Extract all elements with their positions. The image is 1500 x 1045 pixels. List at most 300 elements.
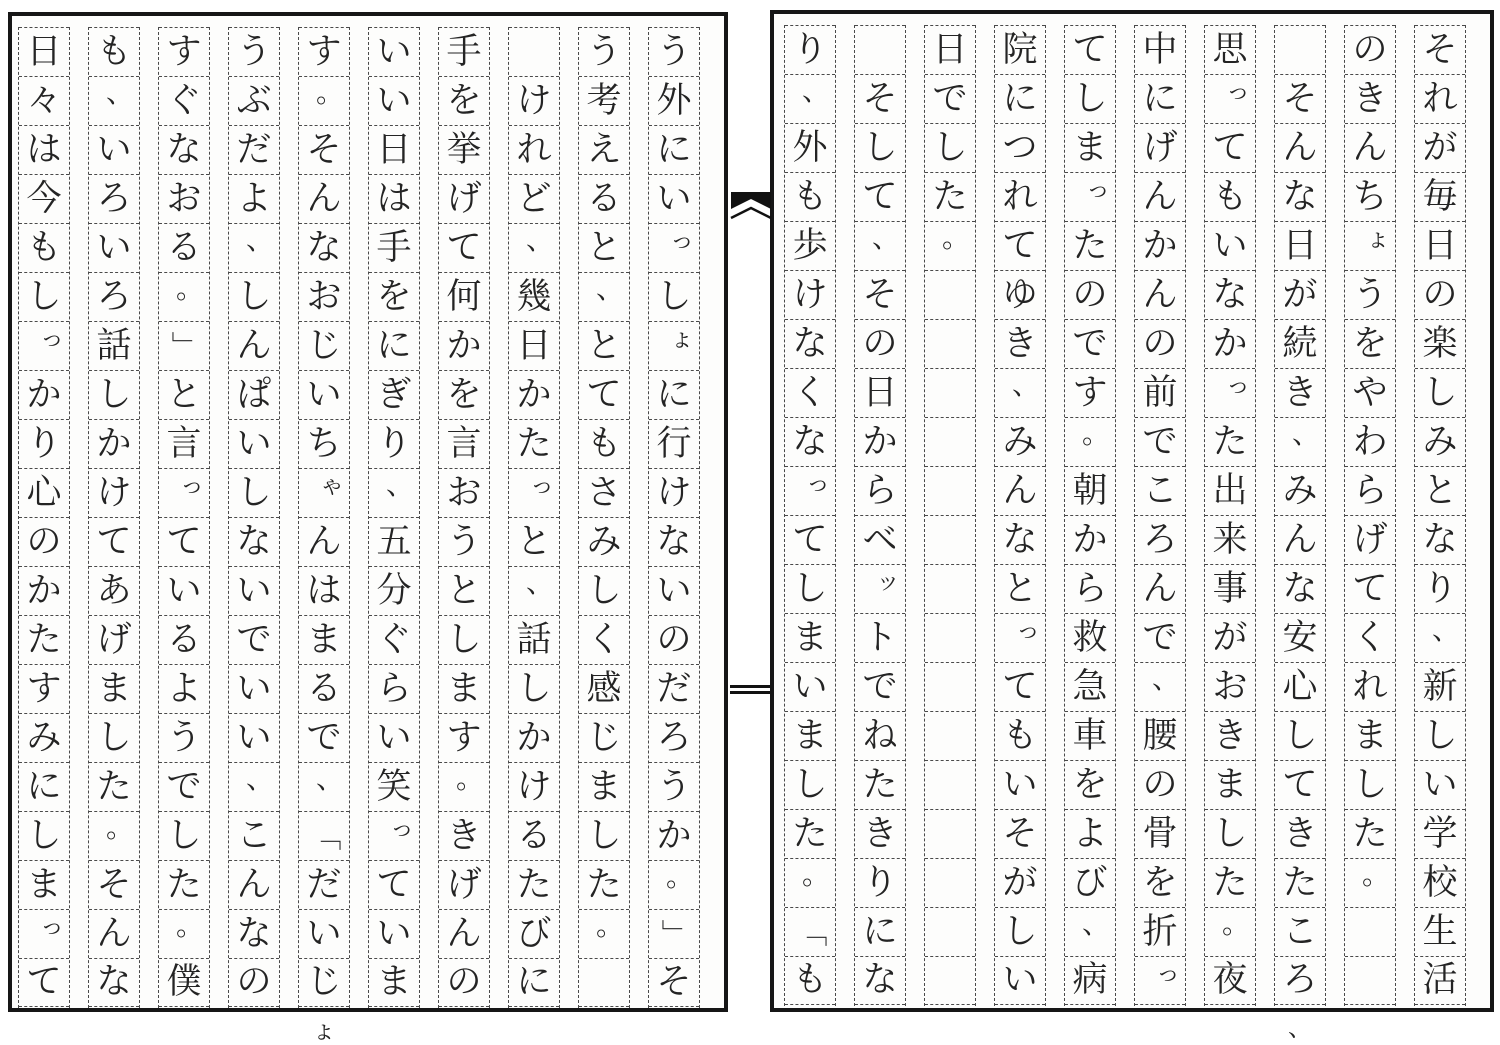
handwritten-character: 々: [26, 80, 62, 121]
handwritten-character: る: [166, 619, 202, 660]
handwritten-character: で: [932, 78, 968, 119]
handwritten-character: 、: [315, 762, 344, 795]
grid-cell: [1345, 25, 1395, 74]
grid-cell: [1065, 711, 1115, 760]
grid-cell: [995, 172, 1045, 221]
grid-cell: [995, 319, 1045, 368]
handwritten-character: い: [306, 374, 342, 415]
grid-cell: [159, 909, 209, 958]
handwritten-character: 学: [1422, 813, 1458, 854]
grid-cell: [19, 174, 69, 223]
handwritten-character: わ: [1352, 421, 1388, 462]
grid-cell: [229, 174, 279, 223]
handwritten-character: 骨: [1142, 813, 1178, 854]
grid-cell: [1205, 564, 1255, 613]
grid-cell: [159, 125, 209, 174]
grid-cell: [159, 174, 209, 223]
manuscript-page-right: [770, 10, 1494, 1042]
grid-cell: [579, 517, 629, 566]
grid-cell: [995, 809, 1045, 858]
handwritten-character: の: [1072, 274, 1108, 315]
handwritten-character: げ: [446, 864, 482, 905]
grid-cell: [1415, 613, 1465, 662]
grid-cell: [509, 27, 559, 76]
grid-cell: [1275, 564, 1325, 613]
handwritten-character: 病: [1072, 960, 1108, 1000]
handwritten-character: れ: [1002, 176, 1038, 217]
grid-cell: [229, 125, 279, 174]
handwritten-character: ら: [1072, 568, 1108, 609]
text-column: [1414, 25, 1466, 1006]
handwritten-character: 校: [1422, 862, 1458, 903]
grid-cell: [89, 664, 139, 713]
grid-cell: [1345, 662, 1395, 711]
text-column: [508, 27, 560, 1008]
handwritten-character: じ: [306, 962, 342, 1002]
grid-cell: [1415, 809, 1465, 858]
grid-cell: [1345, 319, 1395, 368]
grid-cell: [1135, 515, 1185, 564]
grid-cell: [1275, 221, 1325, 270]
grid-cell: [579, 615, 629, 664]
handwritten-character: な: [862, 960, 898, 1000]
grid-cell: [89, 27, 139, 76]
handwritten-character: が: [1212, 617, 1248, 658]
grid-cell: [785, 172, 835, 221]
grid-cell: [229, 762, 279, 811]
grid-cell: [439, 909, 489, 958]
handwritten-character: し: [1002, 911, 1038, 952]
grid-cell: [785, 417, 835, 466]
handwritten-character: 歩: [792, 225, 828, 266]
handwritten-character: び: [1072, 862, 1108, 903]
grid-cell: [19, 468, 69, 517]
handwritten-character: し: [1422, 372, 1458, 413]
handwritten-character: そ: [862, 274, 898, 315]
handwritten-character: 行: [656, 423, 692, 464]
grid-cell: [1415, 172, 1465, 221]
handwritten-character: 日: [1422, 225, 1458, 266]
handwritten-character: す: [306, 31, 342, 72]
grid-cell: [439, 321, 489, 370]
grid-cell: [579, 909, 629, 958]
grid-cell: [649, 958, 699, 1007]
grid-cell: [1135, 74, 1185, 123]
handwritten-character: 今: [26, 178, 62, 219]
handwritten-character: っ: [1226, 77, 1250, 105]
handwritten-character: て: [586, 374, 622, 415]
handwritten-character: み: [1282, 470, 1318, 511]
grid-cell: [19, 223, 69, 272]
grid-cell: [1275, 515, 1325, 564]
handwritten-character: 夜: [1212, 960, 1248, 1000]
handwritten-character: て: [862, 176, 898, 217]
handwritten-character: げ: [446, 178, 482, 219]
grid-cell: [649, 811, 699, 860]
grid-cell: [369, 566, 419, 615]
grid-cell: [159, 468, 209, 517]
grid-cell: [925, 466, 975, 515]
grid-cell: [19, 713, 69, 762]
grid-cell: [649, 174, 699, 223]
grid-cell: [925, 515, 975, 564]
handwritten-character: 。: [595, 909, 624, 942]
grid-cell: [509, 615, 559, 664]
grid-cell: [1135, 760, 1185, 809]
grid-cell: [1135, 956, 1185, 1005]
grid-cell: [1205, 711, 1255, 760]
grid-cell: [1345, 858, 1395, 907]
handwritten-character: か: [1212, 323, 1248, 364]
handwritten-character: 。: [175, 272, 204, 305]
handwritten-character: い: [96, 227, 132, 268]
handwritten-character: と: [516, 521, 552, 562]
grid-cell: [995, 74, 1045, 123]
grid-cell: [649, 762, 699, 811]
handwritten-character: そ: [1282, 78, 1318, 119]
grid-cell: [579, 468, 629, 517]
grid-cell: [1345, 809, 1395, 858]
grid-cell: [925, 613, 975, 662]
handwritten-character: 活: [1422, 960, 1458, 1000]
handwritten-character: ゆ: [1002, 274, 1038, 315]
handwritten-character: か: [1072, 519, 1108, 560]
handwritten-character: 、: [105, 76, 134, 109]
grid-cell: [19, 76, 69, 125]
grid-cell: [995, 613, 1045, 662]
grid-cell: [1135, 662, 1185, 711]
grid-cell: [855, 515, 905, 564]
grid-cell: [19, 958, 69, 1007]
handwritten-character: な: [306, 227, 342, 268]
handwritten-character: げ: [1142, 127, 1178, 168]
handwritten-character: と: [1422, 470, 1458, 511]
handwritten-character: よ: [1072, 813, 1108, 854]
handwritten-character: ん: [1282, 519, 1318, 560]
handwritten-character: ぎ: [376, 374, 412, 415]
handwritten-character: か: [1142, 225, 1178, 266]
text-column: [298, 27, 350, 1044]
handwritten-character: し: [586, 570, 622, 611]
grid-cell: [1205, 25, 1255, 74]
handwritten-character: 。: [941, 221, 970, 254]
handwritten-character: た: [1212, 421, 1248, 462]
handwritten-character: し: [96, 374, 132, 415]
handwritten-character: っ: [1156, 958, 1180, 987]
grid-cell: [855, 564, 905, 613]
grid-cell: [369, 76, 419, 125]
handwritten-character: う: [656, 766, 692, 807]
grid-cell: [89, 958, 139, 1007]
grid-cell: [785, 907, 835, 956]
grid-cell: [19, 615, 69, 664]
grid-cell: [1345, 760, 1395, 809]
handwritten-character: う: [656, 31, 692, 72]
handwritten-character: 日: [376, 129, 412, 170]
handwritten-character: し: [236, 472, 272, 513]
handwritten-character: す: [26, 668, 62, 709]
grid-cell: [925, 858, 975, 907]
grid-cell: [509, 860, 559, 909]
handwritten-character: お: [446, 472, 482, 513]
handwritten-character: と: [586, 325, 622, 366]
grid-cell: [1415, 221, 1465, 270]
grid-cell: [509, 958, 559, 1007]
handwritten-character: い: [1002, 960, 1038, 1000]
grid-cell: [1065, 956, 1115, 1005]
handwritten-character: た: [1282, 862, 1318, 903]
grid-cell: [1135, 711, 1185, 760]
handwritten-character: 日: [26, 31, 62, 72]
handwritten-character: 腰: [1142, 715, 1178, 756]
handwritten-character: っ: [180, 471, 204, 499]
handwritten-character: 。: [315, 76, 344, 109]
handwritten-character: で: [166, 766, 202, 807]
grid-cell: [579, 272, 629, 321]
grid-cell: [1135, 368, 1185, 417]
handwritten-character: ま: [26, 864, 62, 905]
grid-cell: [1415, 662, 1465, 711]
overflow-character: 、: [1288, 1014, 1312, 1042]
handwritten-character: 心: [26, 472, 62, 513]
handwritten-character: た: [516, 423, 552, 464]
grid-cell: [785, 564, 835, 613]
grid-cell: [855, 25, 905, 74]
handwritten-character: 五: [376, 521, 412, 562]
handwritten-character: 外: [792, 127, 828, 168]
handwritten-character: た: [516, 864, 552, 905]
handwritten-character: な: [656, 521, 692, 562]
handwritten-character: ま: [1212, 764, 1248, 805]
handwritten-character: す: [446, 717, 482, 758]
grid-cell: [159, 76, 209, 125]
grid-cell: [439, 517, 489, 566]
grid-cell: [1345, 711, 1395, 760]
handwritten-character: ん: [1142, 176, 1178, 217]
grid-cell: [855, 613, 905, 662]
grid-cell: [1275, 613, 1325, 662]
handwritten-character: ん: [1142, 568, 1178, 609]
handwritten-character: そ: [306, 129, 342, 170]
handwritten-character: 挙: [446, 129, 482, 170]
handwritten-character: て: [1352, 568, 1388, 609]
handwritten-character: け: [96, 472, 132, 513]
grid-cell: [229, 27, 279, 76]
handwritten-character: い: [236, 668, 272, 709]
handwritten-character: り: [862, 862, 898, 903]
handwritten-character: に: [516, 962, 552, 1002]
handwritten-character: の: [236, 962, 272, 1002]
grid-cell: [579, 27, 629, 76]
grid-cell: [89, 615, 139, 664]
grid-cell: [1065, 123, 1115, 172]
handwritten-character: 手: [446, 31, 482, 72]
handwritten-character: 生: [1422, 911, 1458, 952]
grid-cell: [649, 713, 699, 762]
grid-cell: [1065, 760, 1115, 809]
handwritten-character: ま: [792, 715, 828, 756]
grid-cell: [1415, 123, 1465, 172]
handwritten-character: っ: [40, 912, 64, 940]
text-column: [854, 25, 906, 1006]
handwritten-character: し: [1352, 764, 1388, 805]
handwritten-character: て: [26, 962, 62, 1002]
handwritten-character: れ: [516, 129, 552, 170]
grid-cell: [19, 517, 69, 566]
grid-cell: [439, 27, 489, 76]
handwritten-character: 、: [801, 74, 830, 107]
grid-cell: [369, 419, 419, 468]
grid-cell: [1345, 417, 1395, 466]
grid-cell: [229, 713, 279, 762]
handwritten-character: い: [792, 666, 828, 707]
grid-cell: [229, 811, 279, 860]
grid-cell: [1135, 221, 1185, 270]
grid-cell: [1345, 466, 1395, 515]
text-column: [578, 27, 630, 1008]
grid-cell: [299, 517, 349, 566]
grid-cell: [299, 909, 349, 958]
text-column: [158, 27, 210, 1008]
handwritten-character: き: [1002, 323, 1038, 364]
handwritten-character: な: [236, 913, 272, 954]
handwritten-character: 、: [871, 221, 900, 254]
handwritten-character: い: [376, 717, 412, 758]
grid-cell: [785, 613, 835, 662]
text-column: [438, 27, 490, 1008]
handwritten-character: の: [862, 323, 898, 364]
handwritten-character: 、: [1291, 417, 1320, 450]
grid-cell: [1415, 25, 1465, 74]
handwritten-character: っ: [670, 226, 694, 254]
grid-cell: [509, 811, 559, 860]
grid-cell: [89, 713, 139, 762]
grid-cell: [19, 419, 69, 468]
grid-cell: [229, 272, 279, 321]
grid-cell: [299, 468, 349, 517]
grid-cell: [579, 811, 629, 860]
grid-cell: [19, 370, 69, 419]
text-column: [1064, 25, 1116, 1006]
grid-cell: [299, 272, 349, 321]
grid-cell: [1065, 74, 1115, 123]
handwritten-character: に: [1002, 78, 1038, 119]
handwritten-character: 日: [932, 29, 968, 70]
grid-cell: [925, 221, 975, 270]
grid-cell: [1415, 858, 1465, 907]
text-column: [18, 27, 70, 1008]
grid-cell: [995, 858, 1045, 907]
handwritten-character: っ: [40, 324, 64, 352]
handwritten-character: よ: [236, 178, 272, 219]
handwritten-character: ん: [1282, 127, 1318, 168]
grid-cell: [579, 566, 629, 615]
handwritten-character: 、: [1081, 907, 1110, 940]
handwritten-character: ん: [1352, 127, 1388, 168]
handwritten-character: ま: [446, 668, 482, 709]
grid-cell: [785, 515, 835, 564]
grid-cell: [159, 713, 209, 762]
handwritten-character: り: [376, 423, 412, 464]
grid-cell: [995, 123, 1045, 172]
handwritten-character: い: [376, 80, 412, 121]
handwritten-character: も: [586, 423, 622, 464]
handwritten-character: た: [166, 864, 202, 905]
handwritten-character: け: [656, 472, 692, 513]
grid-cell: [229, 664, 279, 713]
handwritten-character: の: [1142, 323, 1178, 364]
grid-cell: [369, 223, 419, 272]
handwritten-character: て: [1212, 127, 1248, 168]
handwritten-character: か: [656, 815, 692, 856]
grid-cell: [299, 615, 349, 664]
handwritten-character: す: [166, 31, 202, 72]
grid-cell: [579, 958, 629, 1007]
grid-cell: [1275, 466, 1325, 515]
handwritten-character: け: [516, 80, 552, 121]
handwritten-character: い: [1212, 225, 1248, 266]
handwritten-character: を: [376, 276, 412, 317]
grid-cell: [1275, 711, 1325, 760]
grid-cell: [579, 321, 629, 370]
handwritten-character: だ: [306, 864, 342, 905]
handwritten-character: き: [1282, 813, 1318, 854]
handwritten-character: は: [26, 129, 62, 170]
grid-cell: [439, 125, 489, 174]
handwritten-character: っ: [390, 814, 414, 842]
handwritten-character: な: [236, 521, 272, 562]
grid-cell: [579, 223, 629, 272]
handwritten-character: て: [166, 521, 202, 562]
grid-cell: [439, 958, 489, 1007]
grid-cell: [1065, 319, 1115, 368]
grid-cell: [995, 760, 1045, 809]
grid-cell: [785, 662, 835, 711]
grid-cell: [1415, 907, 1465, 956]
grid-cell: [369, 762, 419, 811]
handwritten-character: 「: [793, 917, 828, 947]
grid-cell: [1275, 368, 1325, 417]
grid-cell: [439, 762, 489, 811]
grid-cell: [89, 174, 139, 223]
handwritten-character: れ: [1352, 666, 1388, 707]
grid-cell: [1415, 368, 1465, 417]
grid-cell: [369, 27, 419, 76]
grid-cell: [1205, 368, 1255, 417]
handwritten-character: 話: [516, 619, 552, 660]
grid-cell: [785, 711, 835, 760]
handwritten-character: き: [1212, 715, 1248, 756]
handwritten-character: 日: [516, 325, 552, 366]
grid-cell: [785, 956, 835, 1005]
grid-cell: [509, 272, 559, 321]
grid-cell: [1205, 172, 1255, 221]
handwritten-character: て: [96, 521, 132, 562]
text-column: [1274, 25, 1326, 1042]
grid-cell: [509, 566, 559, 615]
grid-cell: [1205, 662, 1255, 711]
grid-cell: [509, 370, 559, 419]
grid-cell: [299, 664, 349, 713]
handwritten-character: 急: [1072, 666, 1108, 707]
grid-cell: [995, 368, 1045, 417]
handwritten-character: て: [1002, 225, 1038, 266]
grid-cell: [1205, 466, 1255, 515]
handwritten-character: ね: [862, 715, 898, 756]
handwritten-character: く: [792, 372, 828, 413]
grid-cell: [89, 321, 139, 370]
grid-cell: [785, 74, 835, 123]
